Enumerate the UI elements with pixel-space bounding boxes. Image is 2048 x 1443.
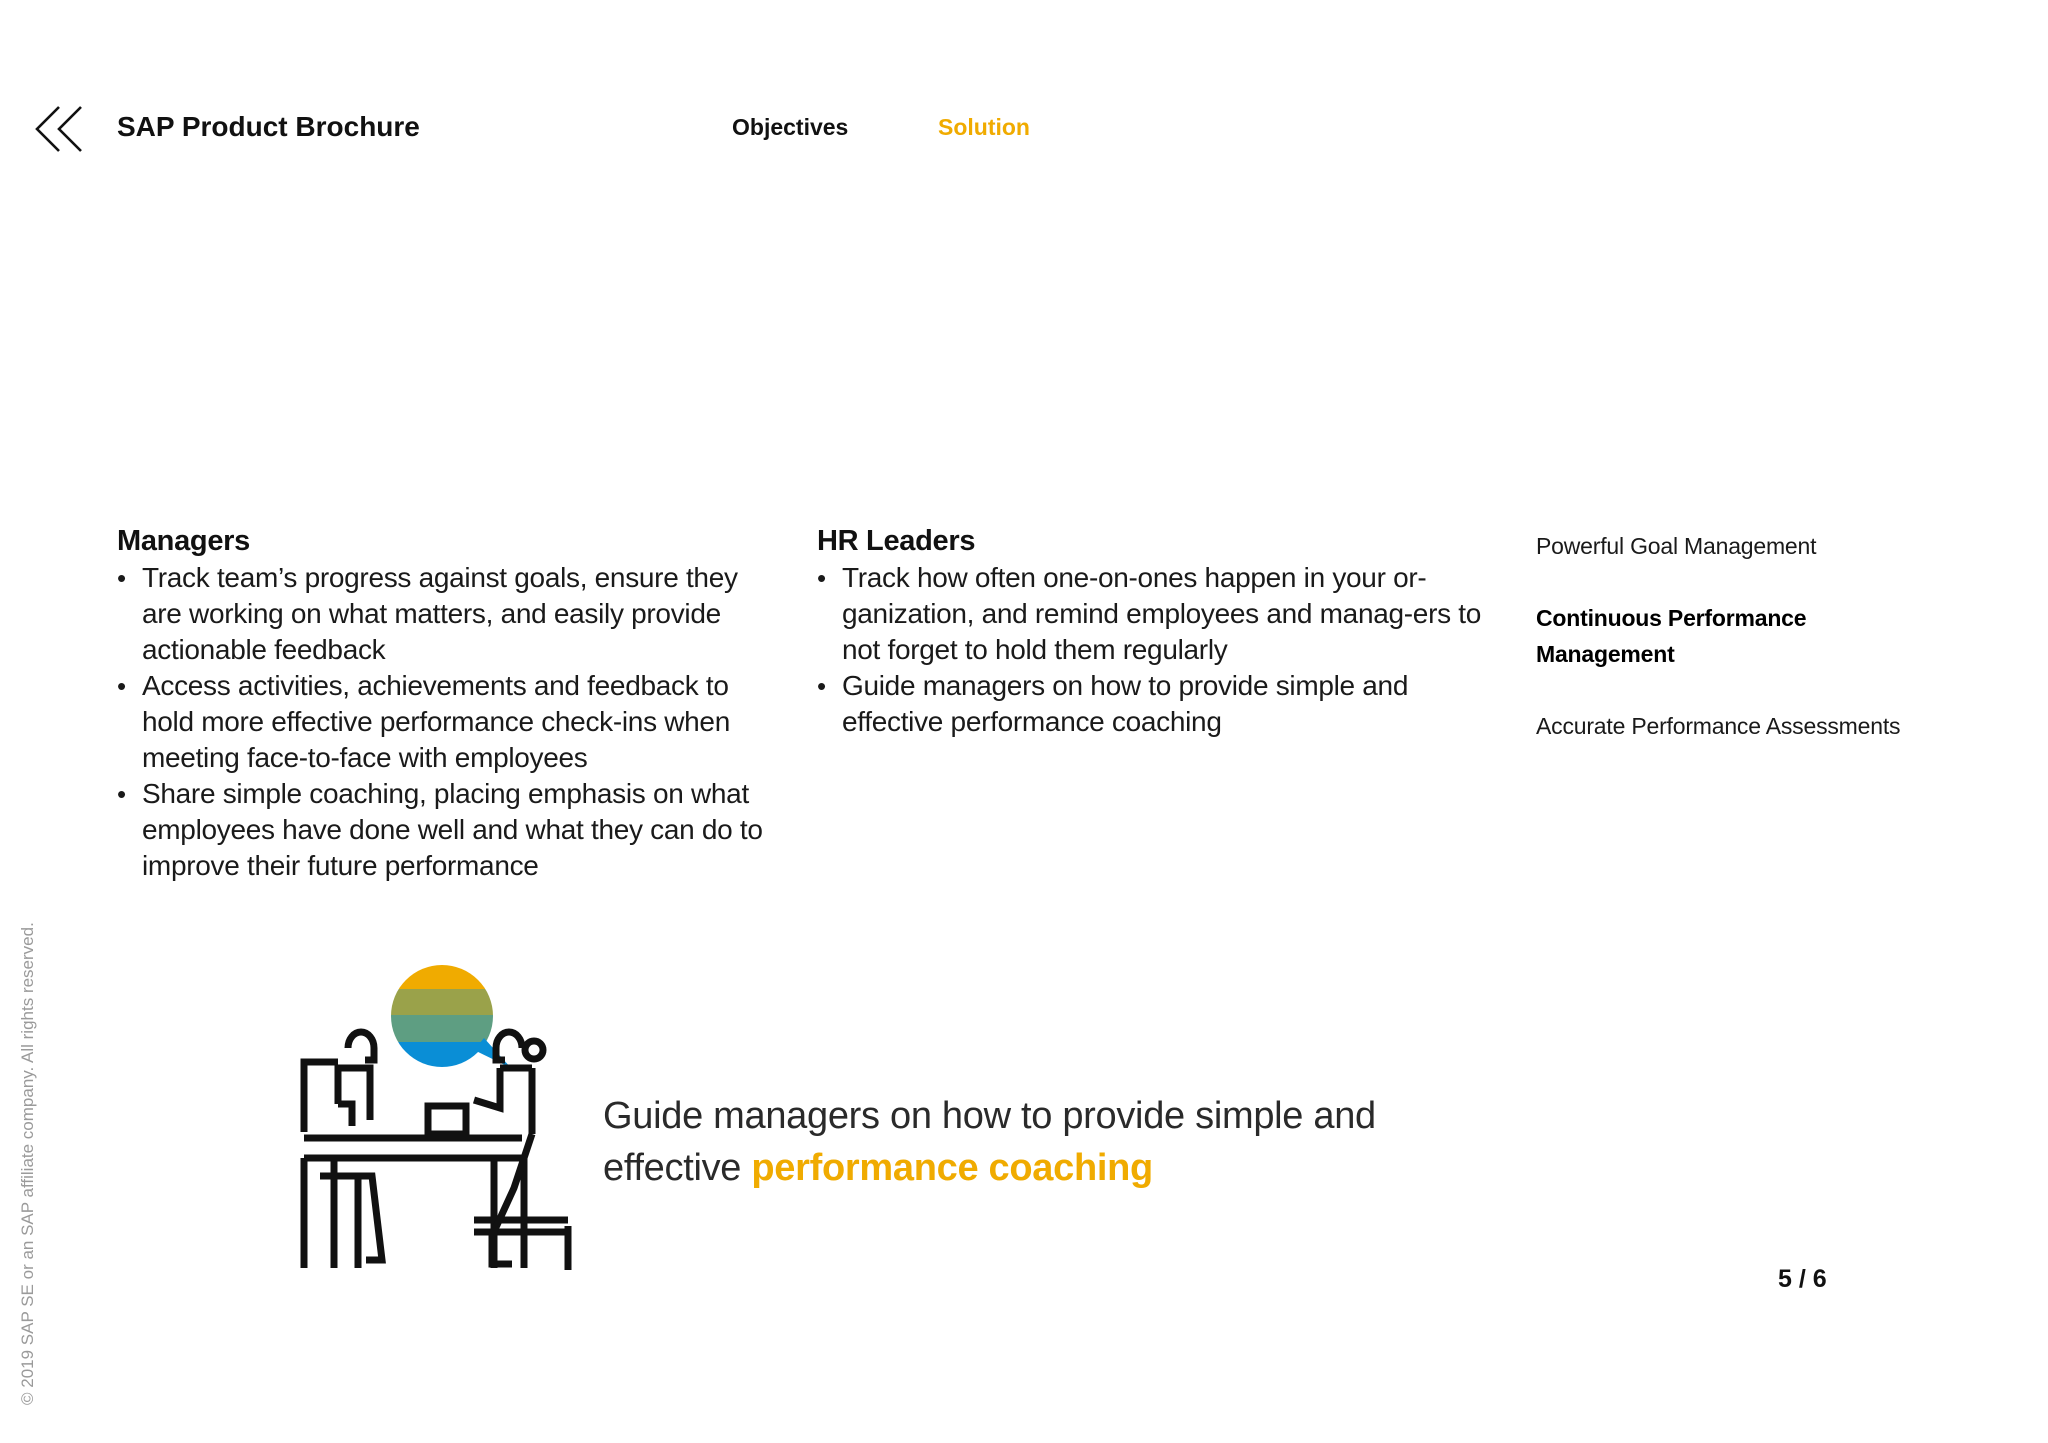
double-chevron-left-icon — [33, 104, 85, 154]
solution-side-nav — [1536, 528, 1996, 744]
list-item — [817, 560, 1507, 668]
coaching-callout — [603, 1090, 1376, 1194]
callout-highlight: performance coaching — [751, 1147, 1153, 1189]
coaching-meeting-icon — [298, 962, 574, 1270]
page-counter: 5 / 6 — [1778, 1265, 1827, 1293]
tab-solution[interactable]: Solution — [938, 114, 1030, 140]
hr-leaders-heading: HR Leaders — [817, 525, 976, 557]
list-item — [117, 560, 777, 668]
bullet-icon: • — [117, 779, 126, 809]
managers-bullet-list — [117, 560, 777, 884]
bullet-text: Share simple coaching, placing emphasis on what employees have done well and what they can do to improve their future performance — [142, 778, 763, 881]
bullet-icon: • — [117, 671, 126, 701]
hr-leaders-bullet-list — [817, 560, 1507, 740]
back-button[interactable] — [33, 104, 85, 154]
side-nav-item-goal-management[interactable]: Powerful Goal Management — [1536, 533, 1817, 559]
list-item — [117, 776, 777, 884]
hr-leaders-column — [817, 522, 1507, 740]
callout-line-2-prefix: effective — [603, 1147, 752, 1189]
bullet-text: Guide managers on how to provide simple and effective performance coaching — [842, 670, 1409, 737]
coaching-illustration — [298, 962, 574, 1270]
bullet-icon: • — [817, 563, 826, 593]
bullet-icon: • — [117, 563, 126, 593]
callout-line-2 — [603, 1142, 1376, 1194]
bullet-text: Track how often one-on-ones happen in your or-ganization, and remind employees and manag-ers to not forget to hold them regularly — [842, 562, 1482, 665]
copyright-notice: © 2019 SAP SE or an SAP affiliate company. All rights reserved. — [18, 922, 37, 1405]
bullet-text: Track team’s progress against goals, ensure they are working on what matters, and easily provide actionable feedback — [142, 562, 738, 665]
list-item — [817, 668, 1507, 740]
managers-heading: Managers — [117, 525, 250, 557]
side-nav-item-continuous-performance[interactable]: Continuous Performance Management — [1536, 605, 1807, 667]
tab-objectives[interactable]: Objectives — [732, 114, 849, 140]
side-nav-item-performance-assessments[interactable]: Accurate Performance Assessments — [1536, 713, 1901, 739]
callout-line-1: Guide managers on how to provide simple and — [603, 1095, 1376, 1137]
list-item — [117, 668, 777, 776]
brochure-title: SAP Product Brochure — [117, 111, 420, 142]
bullet-text: Access activities, achievements and feedback to hold more effective performance check-ins when meeting face-to-face with employees — [142, 670, 730, 773]
managers-column — [117, 522, 777, 884]
bullet-icon: • — [817, 671, 826, 701]
